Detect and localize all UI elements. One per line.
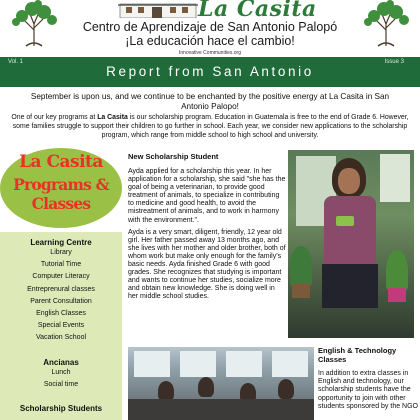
programs-heading-line2: Programs & Classes [13,175,109,213]
list-item: Parent Consultation [30,297,92,305]
slogan: ¡La educación hace el cambio! [125,34,295,48]
story-paragraph-2: Ayda is a very smart, diligent, friendly, 12 year old girl. Her father passed away 13 months ago, and she lives with her mother and older brother, both of whom work but make only enough for the family's basic needs. Ayda finished Grade 6 with good grades. She recognizes that studying is important and wants to continue her studies, socialize more and obtain new knowledge. She is doing well in her middle school studies. [128,228,286,301]
intro-text-a: One of our key programs at [11,114,98,121]
list-item: Computer Literacy [32,273,90,281]
ancianas-title: Ancianas [43,357,79,367]
story-paragraph-1: Ayda applied for a scholarship this year. In her application for a scholarship, she said "she has the goal of being a veterinarian, to provide good treatment of animals, to specialize in contributing to medicine and good health, to avoid the mistreatment of animals, and to work in harmony with the environment.". [128,168,286,224]
ancianas-list [0,367,122,391]
list-item: Library [50,249,72,256]
organization-url: Innovative Communities.org [179,50,241,56]
programs-sidebar [0,232,122,420]
issue-label: Issue 3 [384,59,404,65]
title-banner [0,57,420,87]
intro-text-bold: La Casita [97,114,128,121]
intro-line: September is upon us, and we continue to be enchanted by the positive energy at La Casita in San Antonio Palopo! [30,92,390,111]
intro-text-b: is our scholarship program. Education in Guatemala is free to the end of Grade 6. However, some families struggle to support their children to go further in school. Each year, we consider new applications to the scholarship program, which range from middle school to high school and university. [12,114,409,139]
english-tech-title: English & Technology Classes [318,346,397,364]
list-item: English Classes [36,310,86,318]
scholarship-story [128,152,286,306]
student-photo [288,150,414,338]
list-item: Lunch [51,368,71,376]
story-title: New Scholarship Student [128,152,219,161]
newsletter-header [0,0,420,58]
programs-heading-line1: La Casita [19,152,103,172]
list-item: Special Events [37,322,85,330]
list-item: Social time [43,380,79,388]
english-tech-text: In addition to extra classes in English and technology, our scholarship students have the opportunity to join with other students sponsored by the NGO [318,370,418,410]
scholarship-students-title: Scholarship Students [19,404,103,414]
learning-centre-title: Learning Centre [30,238,92,247]
volume-label: Vol. 1 [8,59,24,65]
intro-paragraph [4,114,416,140]
learning-centre-list [0,247,122,345]
programs-heading [0,148,122,228]
list-item: Entreprenural classes [27,285,95,293]
center-name: Centro de Aprendizaje de San Antonio Palopó [82,20,338,34]
report-title: Report from San Antonio [106,64,314,79]
classroom-photo [128,347,314,420]
list-item: Tutorial Time [40,261,82,269]
list-item: Vacation School [35,334,87,342]
house-logo [118,0,198,18]
brand-name: La Casita [198,0,317,22]
